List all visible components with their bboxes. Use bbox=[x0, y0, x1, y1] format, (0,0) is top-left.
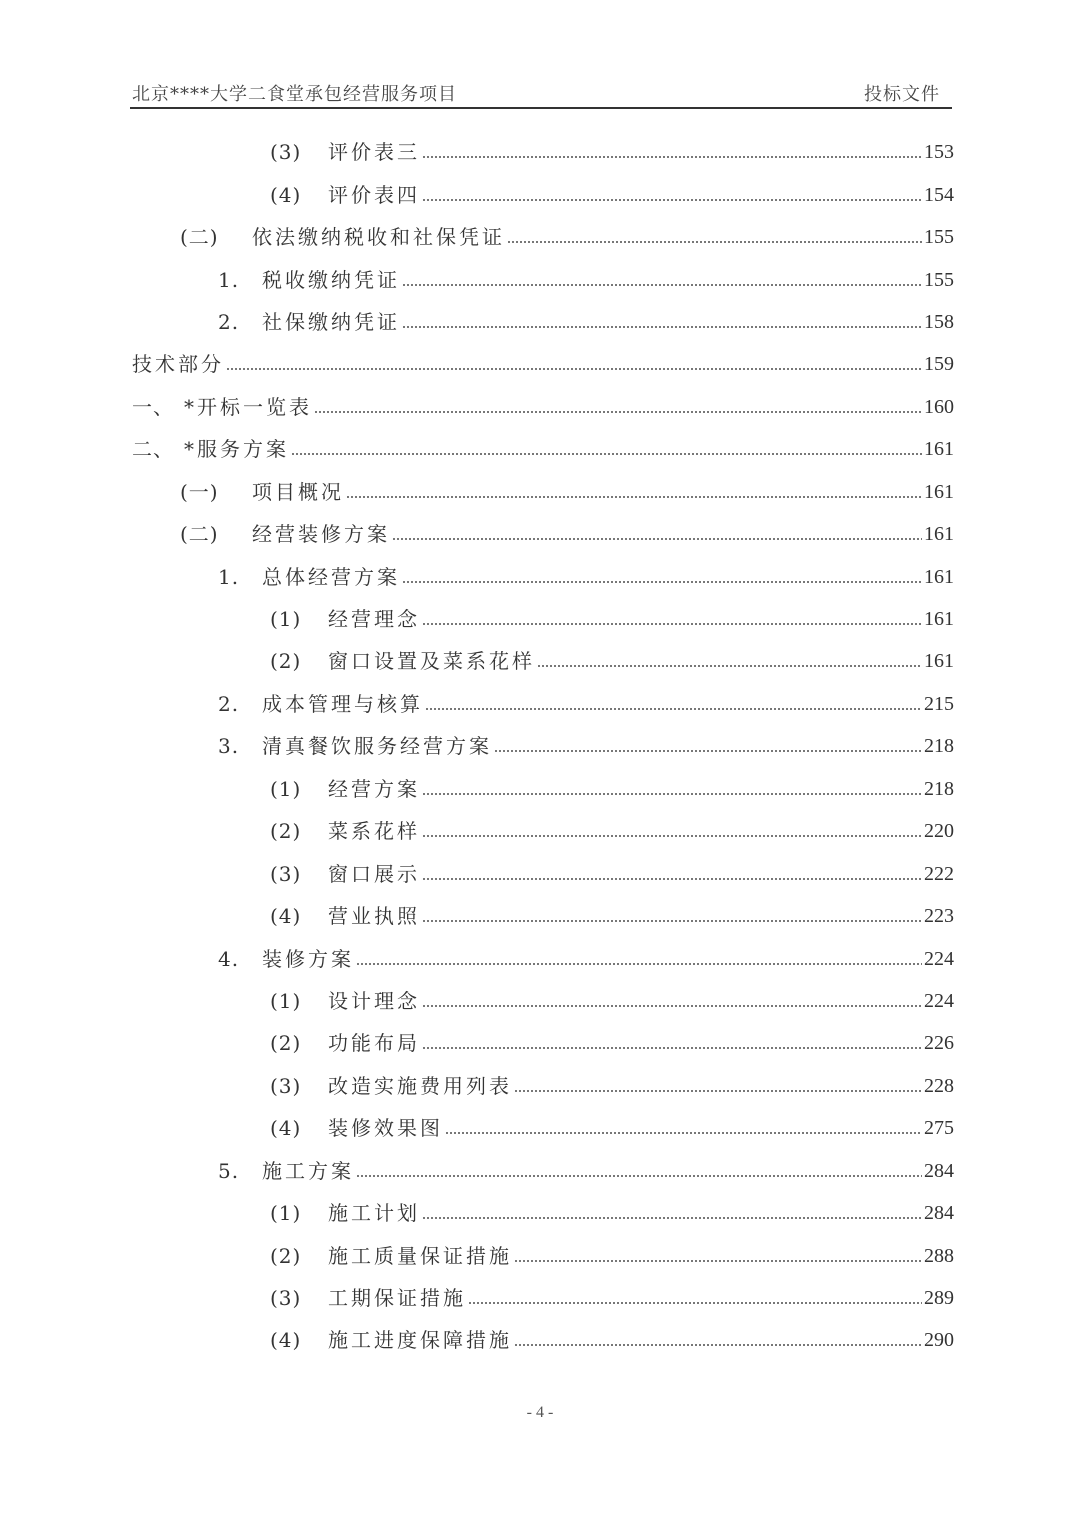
toc-entry-number: (1) bbox=[270, 988, 302, 1013]
toc-entry-number: (4) bbox=[270, 1328, 302, 1353]
toc-entry-page: 288 bbox=[924, 1244, 954, 1267]
toc-entry-page: 215 bbox=[924, 692, 954, 715]
toc-entry[interactable] bbox=[0, 301, 1080, 343]
toc-entry-title: 社保缴纳凭证 bbox=[262, 309, 400, 334]
toc-entry-number: (4) bbox=[270, 182, 302, 207]
toc-entry[interactable] bbox=[0, 258, 1080, 300]
toc-entry-page: 159 bbox=[924, 353, 954, 376]
toc-dot-leader bbox=[425, 708, 922, 710]
toc-entry-number: (3) bbox=[270, 1286, 302, 1311]
toc-entry[interactable] bbox=[0, 386, 1080, 428]
toc-dot-leader bbox=[346, 496, 922, 498]
toc-dot-leader bbox=[422, 623, 922, 625]
toc-entry[interactable] bbox=[0, 1234, 1080, 1276]
toc-dot-leader bbox=[291, 453, 922, 455]
toc-entry[interactable] bbox=[0, 555, 1080, 597]
toc-entry[interactable] bbox=[0, 1107, 1080, 1149]
toc-dot-leader bbox=[422, 1217, 922, 1219]
table-of-contents bbox=[0, 131, 1080, 1362]
toc-entry-number: 2. bbox=[218, 309, 240, 334]
toc-entry-number: (二) bbox=[180, 225, 219, 250]
toc-entry[interactable] bbox=[0, 810, 1080, 852]
toc-entry[interactable] bbox=[0, 1192, 1080, 1234]
toc-entry-page: 155 bbox=[924, 268, 954, 291]
toc-entry-number: 1. bbox=[218, 564, 240, 589]
toc-entry-page: 224 bbox=[924, 989, 954, 1012]
toc-dot-leader bbox=[468, 1302, 922, 1304]
toc-entry-number: (2) bbox=[270, 1243, 302, 1268]
toc-entry-number: 2. bbox=[218, 691, 240, 716]
toc-entry-title: 依法缴纳税收和社保凭证 bbox=[252, 225, 505, 250]
toc-entry-page: 158 bbox=[924, 310, 954, 333]
toc-entry-number: 二、 bbox=[132, 437, 174, 462]
toc-entry-title: 菜系花样 bbox=[328, 819, 420, 844]
toc-entry-page: 289 bbox=[924, 1287, 954, 1310]
toc-entry[interactable] bbox=[0, 683, 1080, 725]
toc-entry-page: 154 bbox=[924, 183, 954, 206]
toc-entry[interactable] bbox=[0, 131, 1080, 173]
toc-dot-leader bbox=[445, 1132, 922, 1134]
toc-entry-number: (2) bbox=[270, 649, 302, 674]
toc-entry-title: 经营方案 bbox=[328, 776, 420, 801]
page-header bbox=[132, 76, 940, 106]
toc-entry-page: 275 bbox=[924, 1117, 954, 1140]
toc-entry-number: (2) bbox=[270, 1031, 302, 1056]
toc-entry-title: 税收缴纳凭证 bbox=[262, 267, 400, 292]
toc-entry-title: 技术部分 bbox=[132, 352, 224, 377]
toc-entry-page: 155 bbox=[924, 226, 954, 249]
toc-dot-leader bbox=[402, 326, 922, 328]
toc-dot-leader bbox=[422, 920, 922, 922]
toc-entry[interactable] bbox=[0, 768, 1080, 810]
header-document-type: 投标文件 bbox=[864, 84, 940, 105]
toc-entry-title: 项目概况 bbox=[252, 479, 344, 504]
toc-entry-number: (1) bbox=[270, 1201, 302, 1226]
toc-entry-number: (一) bbox=[180, 479, 219, 504]
toc-entry-page: 160 bbox=[924, 395, 954, 418]
toc-entry[interactable] bbox=[0, 471, 1080, 513]
toc-entry-page: 223 bbox=[924, 905, 954, 928]
header-divider bbox=[130, 107, 952, 109]
toc-entry-number: (3) bbox=[270, 1073, 302, 1098]
toc-dot-leader bbox=[514, 1260, 922, 1262]
toc-dot-leader bbox=[356, 1175, 922, 1177]
toc-dot-leader bbox=[514, 1344, 922, 1346]
toc-entry-number: 5. bbox=[218, 1158, 240, 1183]
toc-entry-title: 功能布局 bbox=[328, 1031, 420, 1056]
toc-entry[interactable] bbox=[0, 1150, 1080, 1192]
toc-entry[interactable] bbox=[0, 725, 1080, 767]
toc-dot-leader bbox=[422, 1005, 922, 1007]
toc-entry-page: 228 bbox=[924, 1074, 954, 1097]
toc-entry-page: 161 bbox=[924, 523, 954, 546]
toc-entry[interactable] bbox=[0, 1277, 1080, 1319]
toc-dot-leader bbox=[402, 284, 922, 286]
toc-entry[interactable] bbox=[0, 598, 1080, 640]
toc-entry-number: (3) bbox=[270, 861, 302, 886]
toc-entry-number: (1) bbox=[270, 776, 302, 801]
toc-entry-title: 设计理念 bbox=[328, 988, 420, 1013]
toc-entry-title: 营业执照 bbox=[328, 904, 420, 929]
toc-entry-number: (2) bbox=[270, 819, 302, 844]
toc-entry-title: 工期保证措施 bbox=[328, 1286, 466, 1311]
toc-dot-leader bbox=[356, 963, 922, 965]
toc-dot-leader bbox=[537, 665, 922, 667]
toc-entry-page: 224 bbox=[924, 947, 954, 970]
toc-entry-page: 226 bbox=[924, 1032, 954, 1055]
toc-dot-leader bbox=[226, 368, 922, 370]
toc-dot-leader bbox=[402, 581, 922, 583]
toc-entry-title: 改造实施费用列表 bbox=[328, 1073, 512, 1098]
toc-entry-number: 3. bbox=[218, 734, 240, 759]
toc-entry[interactable] bbox=[0, 895, 1080, 937]
header-project-title: 北京****大学二食堂承包经营服务项目 bbox=[132, 84, 457, 105]
toc-entry-page: 284 bbox=[924, 1159, 954, 1182]
toc-entry-page: 161 bbox=[924, 608, 954, 631]
toc-entry-title: 装修方案 bbox=[262, 946, 354, 971]
toc-entry-number: 4. bbox=[218, 946, 240, 971]
toc-entry-title: 成本管理与核算 bbox=[262, 691, 423, 716]
toc-entry-title: 清真餐饮服务经营方案 bbox=[262, 734, 492, 759]
toc-dot-leader bbox=[422, 156, 922, 158]
toc-entry[interactable] bbox=[0, 513, 1080, 555]
toc-entry[interactable] bbox=[0, 1022, 1080, 1064]
toc-entry-title: *服务方案 bbox=[184, 437, 289, 462]
toc-entry-title: 施工进度保障措施 bbox=[328, 1328, 512, 1353]
toc-entry-page: 222 bbox=[924, 862, 954, 885]
toc-entry[interactable] bbox=[0, 1065, 1080, 1107]
toc-dot-leader bbox=[422, 793, 922, 795]
toc-entry[interactable] bbox=[0, 173, 1080, 215]
toc-entry-number: (二) bbox=[180, 522, 219, 547]
toc-dot-leader bbox=[514, 1090, 922, 1092]
toc-entry-title: 施工计划 bbox=[328, 1201, 420, 1226]
toc-dot-leader bbox=[422, 199, 922, 201]
toc-entry-title: 窗口展示 bbox=[328, 861, 420, 886]
toc-entry-title: 评价表三 bbox=[328, 140, 420, 165]
toc-entry[interactable] bbox=[0, 640, 1080, 682]
page-number: - 4 - bbox=[526, 1404, 554, 1421]
toc-entry-title: 经营理念 bbox=[328, 607, 420, 632]
toc-dot-leader bbox=[314, 411, 922, 413]
toc-entry-page: 218 bbox=[924, 735, 954, 758]
toc-entry-number: (3) bbox=[270, 140, 302, 165]
toc-dot-leader bbox=[507, 241, 922, 243]
toc-entry[interactable] bbox=[0, 980, 1080, 1022]
toc-entry-page: 161 bbox=[924, 650, 954, 673]
toc-entry-page: 220 bbox=[924, 820, 954, 843]
toc-entry-title: 窗口设置及菜系花样 bbox=[328, 649, 535, 674]
toc-dot-leader bbox=[392, 538, 922, 540]
toc-dot-leader bbox=[422, 835, 922, 837]
toc-entry-title: 总体经营方案 bbox=[262, 564, 400, 589]
toc-entry-number: 1. bbox=[218, 267, 240, 292]
toc-entry-title: 经营装修方案 bbox=[252, 522, 390, 547]
toc-entry[interactable] bbox=[0, 428, 1080, 470]
toc-entry[interactable] bbox=[0, 1319, 1080, 1361]
toc-entry-page: 153 bbox=[924, 141, 954, 164]
toc-entry[interactable] bbox=[0, 343, 1080, 385]
toc-entry-title: *开标一览表 bbox=[184, 394, 312, 419]
toc-entry-title: 装修效果图 bbox=[328, 1116, 443, 1141]
toc-entry-title: 施工方案 bbox=[262, 1158, 354, 1183]
toc-entry-number: (4) bbox=[270, 1116, 302, 1141]
toc-entry-page: 161 bbox=[924, 438, 954, 461]
toc-entry-page: 284 bbox=[924, 1202, 954, 1225]
toc-entry-number: 一、 bbox=[132, 394, 174, 419]
toc-entry[interactable] bbox=[0, 852, 1080, 894]
toc-entry-page: 290 bbox=[924, 1329, 954, 1352]
toc-entry[interactable] bbox=[0, 216, 1080, 258]
toc-entry-page: 161 bbox=[924, 480, 954, 503]
toc-entry-page: 161 bbox=[924, 565, 954, 588]
toc-entry-page: 218 bbox=[924, 777, 954, 800]
toc-dot-leader bbox=[422, 1047, 922, 1049]
toc-dot-leader bbox=[422, 878, 922, 880]
toc-entry-number: (4) bbox=[270, 904, 302, 929]
toc-entry-title: 施工质量保证措施 bbox=[328, 1243, 512, 1268]
toc-dot-leader bbox=[494, 750, 922, 752]
toc-entry-title: 评价表四 bbox=[328, 182, 420, 207]
toc-entry-number: (1) bbox=[270, 607, 302, 632]
toc-entry[interactable] bbox=[0, 937, 1080, 979]
